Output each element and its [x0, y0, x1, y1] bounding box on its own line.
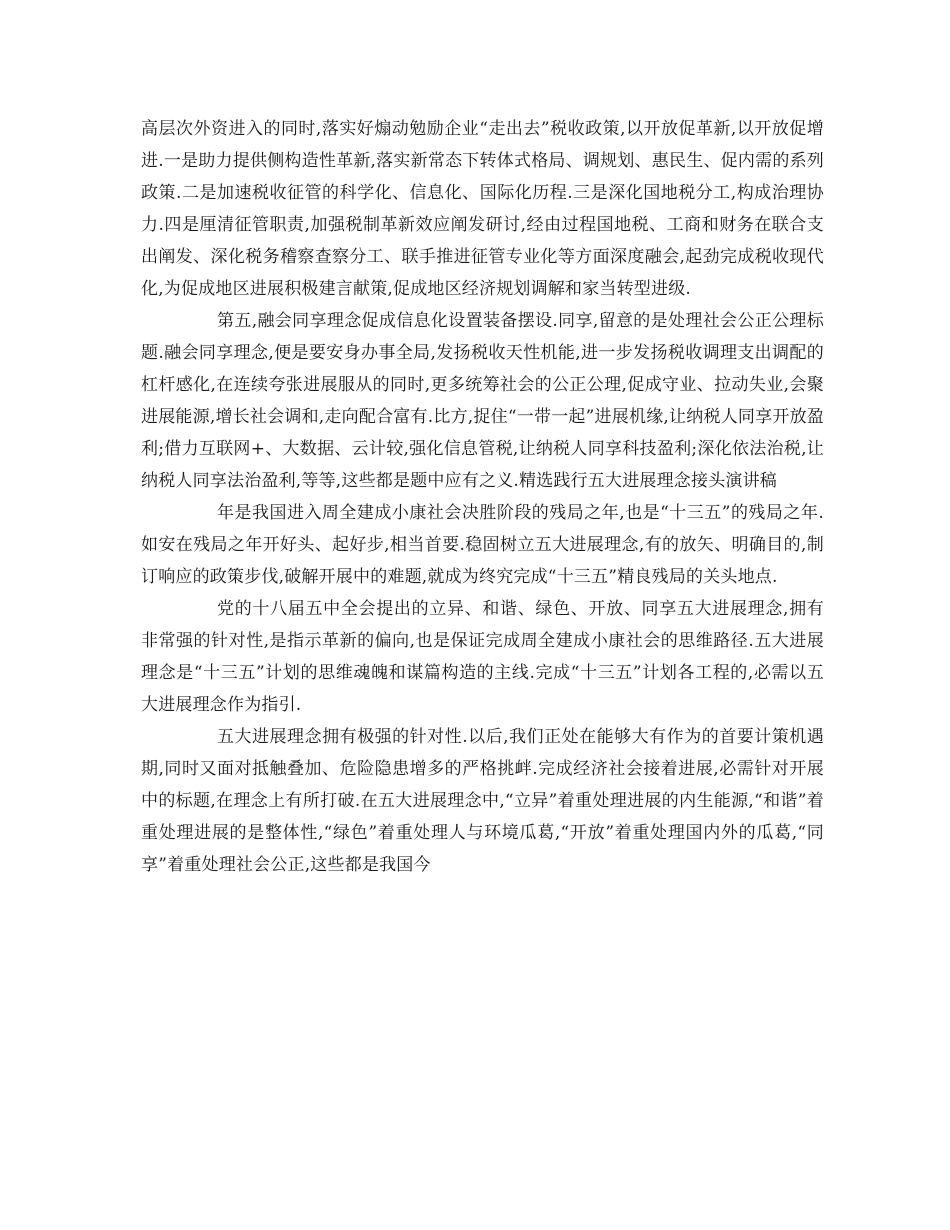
paragraph-1: 高层次外资进入的同时,落实好煽动勉励企业“走出去”税收政策,以开放促革新,以开放促增进.一是助力提供侧构造性革新,落实新常态下转体式格局、调规划、惠民生、促内需的系列政策.二是加速税收征管的科学化、信息化、国际化历程.三是深化国地税分工,构成治理协力.四是厘清征管职责,加强税制革新效应阐发研讨,经由过程国地税、工商和财务在联合支出阐发、深化税务稽察查察分工、联手推进征管专业化等方面深度融会,起劲完成税收现代化,为促成地区进展积极建言献策,促成地区经济规划调解和家当转型进级. [141, 119, 824, 299]
paragraph-3: 年是我国进入周全建成小康社会决胜阶段的残局之年,也是“十三五”的残局之年.如安在残局之年开好头、起好步,相当首要.稳固树立五大进展理念,有的放矢、明确目的,制订响应的政策步伐,破解开展中的难题,就成为终究完成“十三五”精良残局的关头地点. [141, 503, 824, 587]
paragraph-2: 第五,融会同享理念促成信息化设置装备摆设.同享,留意的是处理社会公正公理标题.融会同享理念,便是要安身办事全局,发扬税收天性机能,进一步发扬税收调理支出调配的杠杆感化,在连续夸张进展服从的同时,更多统筹社会的公正公理,促成守业、拉动失业,会聚进展能源,增长社会调和,走向配合富有.比方,捉住“一带一起”进展机缘,让纳税人同享开放盈利;借力互联网+、大数据、云计较,强化信息管税,让纳税人同享科技盈利;深化依法治税,让纳税人同享法治盈利,等等,这些都是题中应有之义.精选践行五大进展理念接头演讲稿 [141, 311, 824, 491]
document-body [141, 113, 824, 881]
paragraph-4: 党的十八届五中全会提出的立异、和谐、绿色、开放、同享五大进展理念,拥有非常强的针对性,是指示革新的偏向,也是保证完成周全建成小康社会的思维路径.五大进展理念是“十三五”计划的思维魂魄和谋篇构造的主线.完成“十三五”计划各工程的,必需以五大进展理念作为指引. [141, 599, 824, 715]
paragraph-5: 五大进展理念拥有极强的针对性.以后,我们正处在能够大有作为的首要计策机遇期,同时又面对抵触叠加、危险隐患增多的严格挑衅.完成经济社会接着进展,必需针对开展中的标题,在理念上有所打破.在五大进展理念中,“立异”着重处理进展的内生能源,“和谐”着重处理进展的是整体性,“绿色”着重处理人与环境瓜葛,“开放”着重处理国内外的瓜葛,“同享”着重处理社会公正,这些都是我国今 [141, 727, 824, 875]
